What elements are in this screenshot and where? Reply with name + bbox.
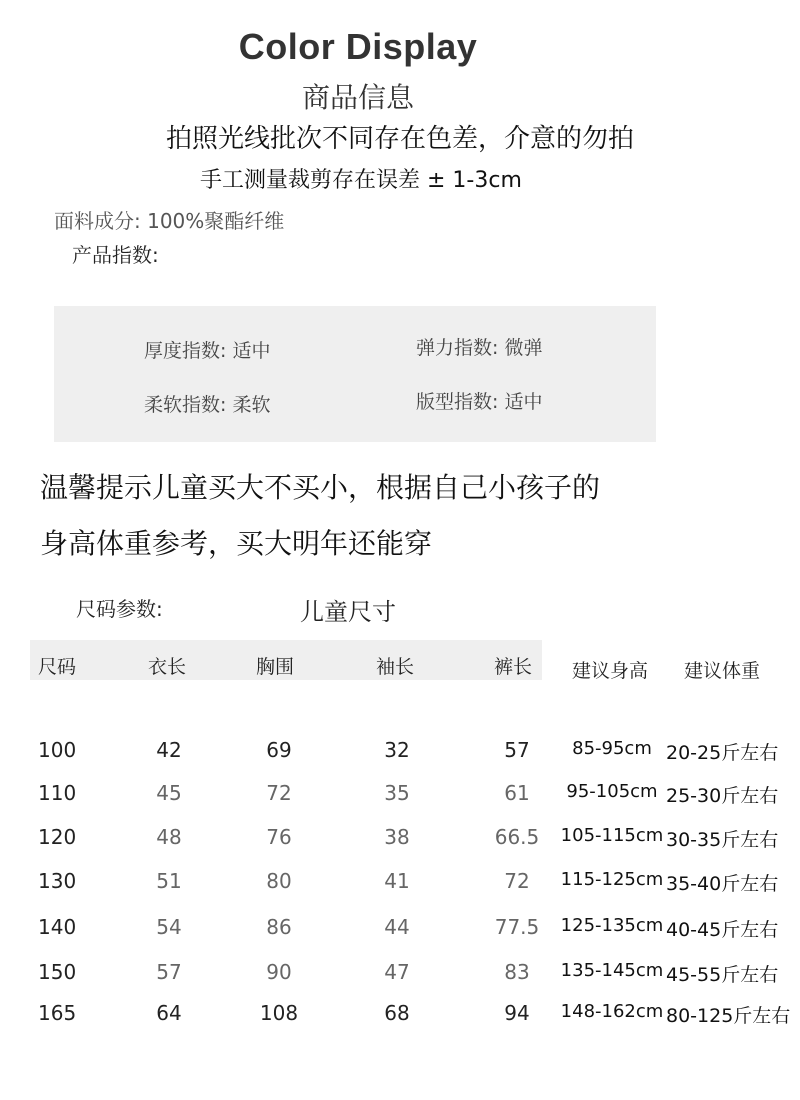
header-chest: 胸围 <box>256 656 295 678</box>
cell-height-120: 105-115cm <box>560 825 664 846</box>
cell-chest-120: 76 <box>266 825 292 849</box>
cell-size-130: 130 <box>38 869 77 893</box>
header-pants: 裤长 <box>494 656 533 678</box>
header-length: 衣长 <box>148 656 187 678</box>
cell-height-140: 125-135cm <box>560 915 664 936</box>
cell-pants-120: 66.5 <box>494 825 540 849</box>
cell-chest-165: 108 <box>259 1001 299 1025</box>
cell-pants-150: 83 <box>504 960 530 984</box>
cell-length-140: 54 <box>156 915 182 939</box>
cell-pants-110: 61 <box>504 781 530 805</box>
cell-weight-165: 80-125斤左右 <box>666 1005 791 1027</box>
cell-length-130: 51 <box>156 869 182 893</box>
header-height: 建议身高 <box>572 660 649 682</box>
cell-chest-150: 90 <box>266 960 292 984</box>
cell-sleeve-120: 38 <box>384 825 410 849</box>
cell-length-165: 64 <box>156 1001 182 1025</box>
cell-size-100: 100 <box>38 738 77 762</box>
cell-chest-140: 86 <box>266 915 292 939</box>
cell-length-100: 42 <box>156 738 182 762</box>
product-index-label: 产品指数: <box>72 243 159 267</box>
size-category-title: 儿童尺寸 <box>300 598 396 626</box>
cell-weight-120: 30-35斤左右 <box>666 829 779 851</box>
cell-sleeve-100: 32 <box>384 738 410 762</box>
cell-sleeve-150: 47 <box>384 960 410 984</box>
cell-size-110: 110 <box>38 781 77 805</box>
cell-sleeve-140: 44 <box>384 915 410 939</box>
cell-height-165: 148-162cm <box>560 1001 664 1022</box>
cell-size-165: 165 <box>38 1001 77 1025</box>
product-index-panel <box>54 306 656 442</box>
cell-pants-165: 94 <box>504 1001 530 1025</box>
sizing-tip-line-1: 温馨提示儿童买大不买小，根据自己小孩子的 <box>40 471 601 504</box>
header-weight: 建议体重 <box>684 660 761 682</box>
cell-size-120: 120 <box>38 825 77 849</box>
fit-index: 版型指数: 适中 <box>416 391 543 413</box>
cell-sleeve-110: 35 <box>384 781 410 805</box>
cell-chest-100: 69 <box>266 738 292 762</box>
cell-height-100: 85-95cm <box>572 738 652 759</box>
cell-size-150: 150 <box>38 960 77 984</box>
size-params-label: 尺码参数: <box>76 597 163 621</box>
cell-sleeve-130: 41 <box>384 869 410 893</box>
cell-pants-140: 77.5 <box>494 915 540 939</box>
fabric-composition: 面料成分: 100%聚酯纤维 <box>54 209 285 233</box>
cell-pants-130: 72 <box>504 869 530 893</box>
cell-chest-130: 80 <box>266 869 292 893</box>
cell-weight-100: 20-25斤左右 <box>666 742 779 764</box>
cell-height-130: 115-125cm <box>560 869 664 890</box>
page-title: Color Display <box>238 26 478 67</box>
cell-weight-150: 45-55斤左右 <box>666 964 779 986</box>
cell-height-150: 135-145cm <box>560 960 664 981</box>
cell-weight-130: 35-40斤左右 <box>666 873 779 895</box>
elasticity-index: 弹力指数: 微弹 <box>416 337 543 359</box>
sizing-tip-line-2: 身高体重参考，买大明年还能穿 <box>40 527 433 560</box>
measurement-error-notice: 手工测量裁剪存在误差 ± 1-3cm <box>200 168 522 193</box>
cell-length-150: 57 <box>156 960 182 984</box>
header-sleeve: 袖长 <box>376 656 415 678</box>
header-size: 尺码 <box>38 656 77 678</box>
cell-weight-110: 25-30斤左右 <box>666 785 779 807</box>
cell-height-110: 95-105cm <box>566 781 658 802</box>
color-difference-notice: 拍照光线批次不同存在色差，介意的勿拍 <box>165 124 634 154</box>
cell-length-120: 48 <box>156 825 182 849</box>
thickness-index: 厚度指数: 适中 <box>144 340 271 362</box>
cell-pants-100: 57 <box>504 738 530 762</box>
cell-length-110: 45 <box>156 781 182 805</box>
cell-sleeve-165: 68 <box>384 1001 410 1025</box>
cell-weight-140: 40-45斤左右 <box>666 919 779 941</box>
cell-chest-110: 72 <box>266 781 292 805</box>
product-info-heading: 商品信息 <box>301 81 414 114</box>
cell-size-140: 140 <box>38 915 77 939</box>
softness-index: 柔软指数: 柔软 <box>144 394 271 416</box>
